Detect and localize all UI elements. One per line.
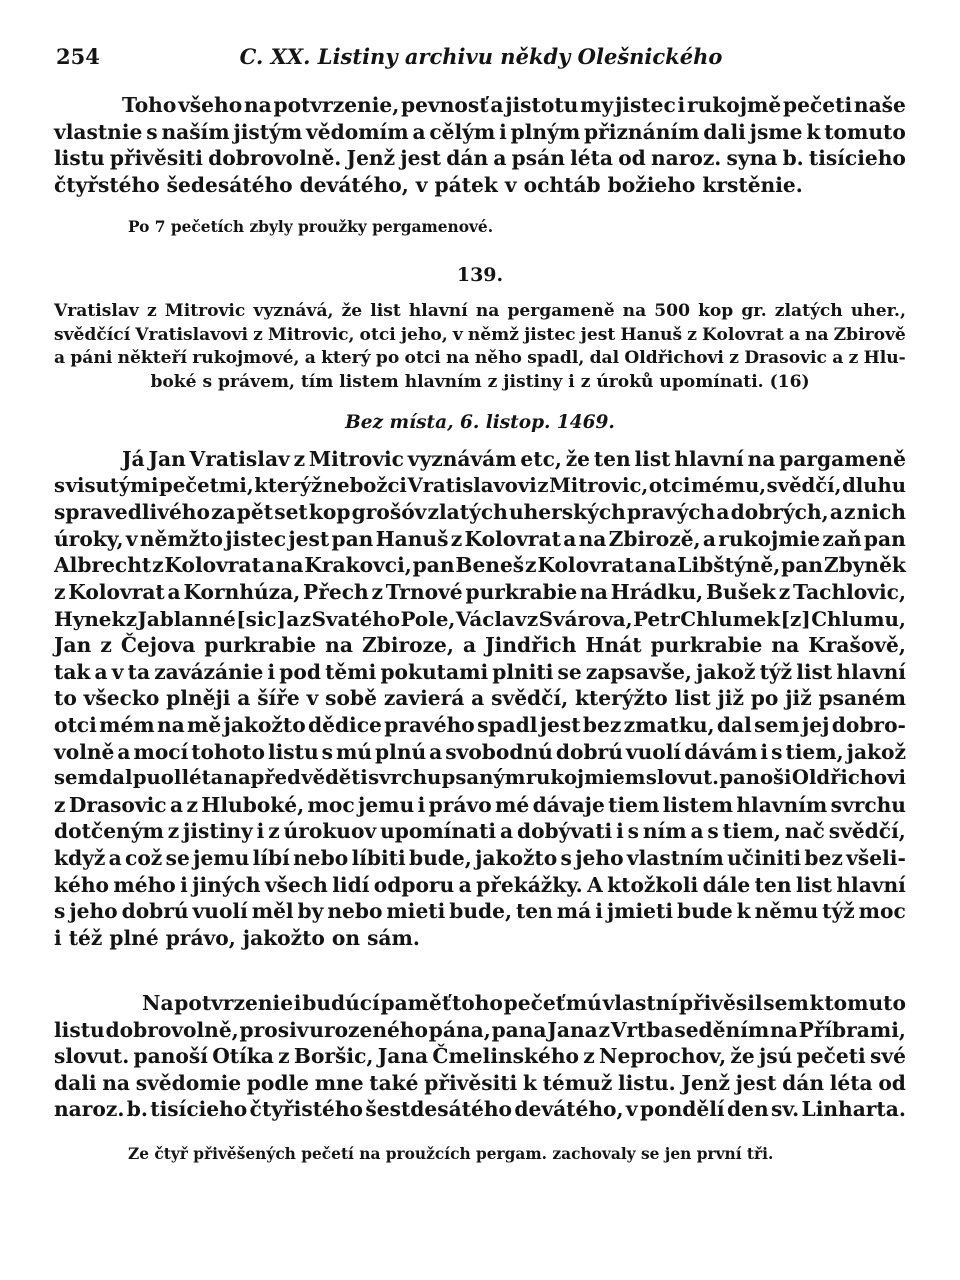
seal-note: Po 7 pečetích zbyly proužky pergamenové. (128, 218, 494, 236)
text-line: s jeho dobrú vuolí měl by nebo mieti bude, ten má i jmieti bude k němu týž moc (54, 899, 906, 924)
previous-seal-note (128, 216, 888, 239)
text-line: Hynek z Jablanné [sic] a z Svatého Pole, Václav z Svárova, Petr Chlumek [z] Chlumu, (54, 606, 906, 631)
text-line: otci mém na mě jakožto dědice pravého spadl jest bez zmatku, dal sem jej dobro- (54, 712, 906, 737)
text-line: kého mého i jiných všech lidí odporu a překážky. A ktožkoli dále ten list hlavní (54, 872, 906, 897)
regest-line: Vratislav z Mitrovic vyznává, že list hlavní na pergameně na 500 kop gr. zlatých uher., (54, 301, 906, 321)
text-line: čtyřstého šedesátého devátého, v pátek v ochtáb božieho krstěnie. (54, 172, 803, 197)
text-line: vlastnie s naším jistým vědomím a cělým i plným přiznáním dali jsme k tomuto (54, 119, 906, 144)
text-line: s visutými pečetmi, kterýž nebožci Vratislavovi z Mitrovic, otci mému, svědčí, dluhu (54, 473, 906, 497)
document-closing (54, 990, 906, 1123)
text-line: volně a mocí tohoto listu s mú plnú a svobodnú dobrú vuolí dávám i s tiem, jakož (54, 739, 906, 764)
previous-document-ending (54, 92, 906, 198)
body-text (54, 446, 906, 951)
document-number: 139. (456, 264, 504, 286)
regest-line: svědčící Vratislavovi z Mitrovic, otci jeho, v němž jistec jest Hanuš z Kolovrat a na Zbirově (54, 324, 906, 345)
previous-document-text (54, 92, 906, 198)
text-line: tak a v ta zavázánie i pod těmi pokutami plniti se zapsavše, jakož týž list hlavní (54, 659, 906, 684)
text-line: naroz. b. tisícieho čtyřistého šestdesátého devátého, v pondělí den sv. Linharta. (54, 1097, 906, 1122)
document-body (54, 446, 906, 951)
text-line: spravedlivého za pět set kop grošóv zlatých uherských pravých a dobrých, a z nich (54, 500, 906, 525)
place-date: Bez místa, 6. listop. 1469. (345, 412, 615, 433)
text-line: sem dal puol léta napřed věděti svrchu psaným rukojmiem slovut. panoši Oldřichovi (54, 766, 906, 790)
text-line: listu přivěsiti dobrovolně. Jenž jest dán a psán léta od naroz. syna b. tisícieho (54, 146, 906, 171)
text-line: dotčeným z jistiny i z úrokuov upomínati a dobývati i s ním a s tiem, nač svědčí, (54, 819, 906, 844)
text-line: i též plné právo, jakožto on sám. (54, 925, 420, 950)
text-line: když a což se jemu líbí nebo líbiti bude, jakožto s jeho vlastním učiniti bez všeli- (54, 845, 906, 870)
text-line: Já Jan Vratislav z Mitrovic vyznávám etc, že ten list hlavní na pargameně (122, 447, 906, 471)
running-title: C. XX. Listiny archivu někdy Olešnického (239, 44, 723, 69)
text-line: Albrecht z Kolovrat a na Krakovci, pan Beneš z Kolovrat a na Libštýně, pan Zbyněk (54, 553, 906, 578)
regest-line: a páni někteří rukojmové, a který po otci na něho spadl, dal Oldřichovi z Drasovic a z Hlu- (54, 348, 906, 369)
closing-text (54, 990, 906, 1123)
text-line: Na potvrzenie i budúcí paměť toho pečeť mú vlastní přivěsil sem k tomuto (142, 991, 906, 1015)
text-line: dali na svědomie podle mne také přivěsiti k témuž listu. Jenž jest dán léta od (54, 1070, 906, 1095)
running-header (56, 44, 906, 74)
text-line: Jan z Čejova purkrabie na Zbiroze, a Jindřich Hnát purkrabie na Krašově, (54, 633, 906, 658)
seal-note: Ze čtyř přivěšených pečetí na proužcích pergam. zachovaly se jen první tři. (128, 1145, 774, 1163)
text-line: to všecko plněji a šíře v sobě zavierá a svědčí, kterýžto list již po již psaném (54, 686, 906, 711)
text-line: z Kolovrat a Kornhúza, Přech z Trnové purkrabie na Hrádku, Bušek z Tachlovic, (54, 579, 906, 604)
regest-text (54, 300, 906, 394)
text-line: úroky, v němžto jistec jest pan Hanuš z Kolovrat a na Zbirozě, a rukojmie zaň pan (54, 526, 906, 551)
page-number: 254 (56, 44, 100, 69)
text-line: Toho všeho na potvrzenie, pevnosť a jistotu my jistec i rukojmě pečeti naše (122, 93, 906, 117)
text-line: listu dobrovolně, prosiv urozeného pána, pana Jana z Vrtba seděním na Příbrami, (54, 1017, 906, 1042)
document-seal-note (128, 1143, 888, 1166)
document-regest (54, 300, 906, 394)
regest-line: boké s právem, tím listem hlavním z jistiny i z úroků upomínati. (16) (150, 371, 810, 392)
text-line: slovut. panoší Otíka z Boršic, Jana Čmelinského z Neprochov, že jsú pečeti své (54, 1044, 906, 1069)
text-line: z Drasovic a z Hluboké, moc jemu i právo mé dávaje tiem listem hlavním svrchu (54, 792, 906, 817)
